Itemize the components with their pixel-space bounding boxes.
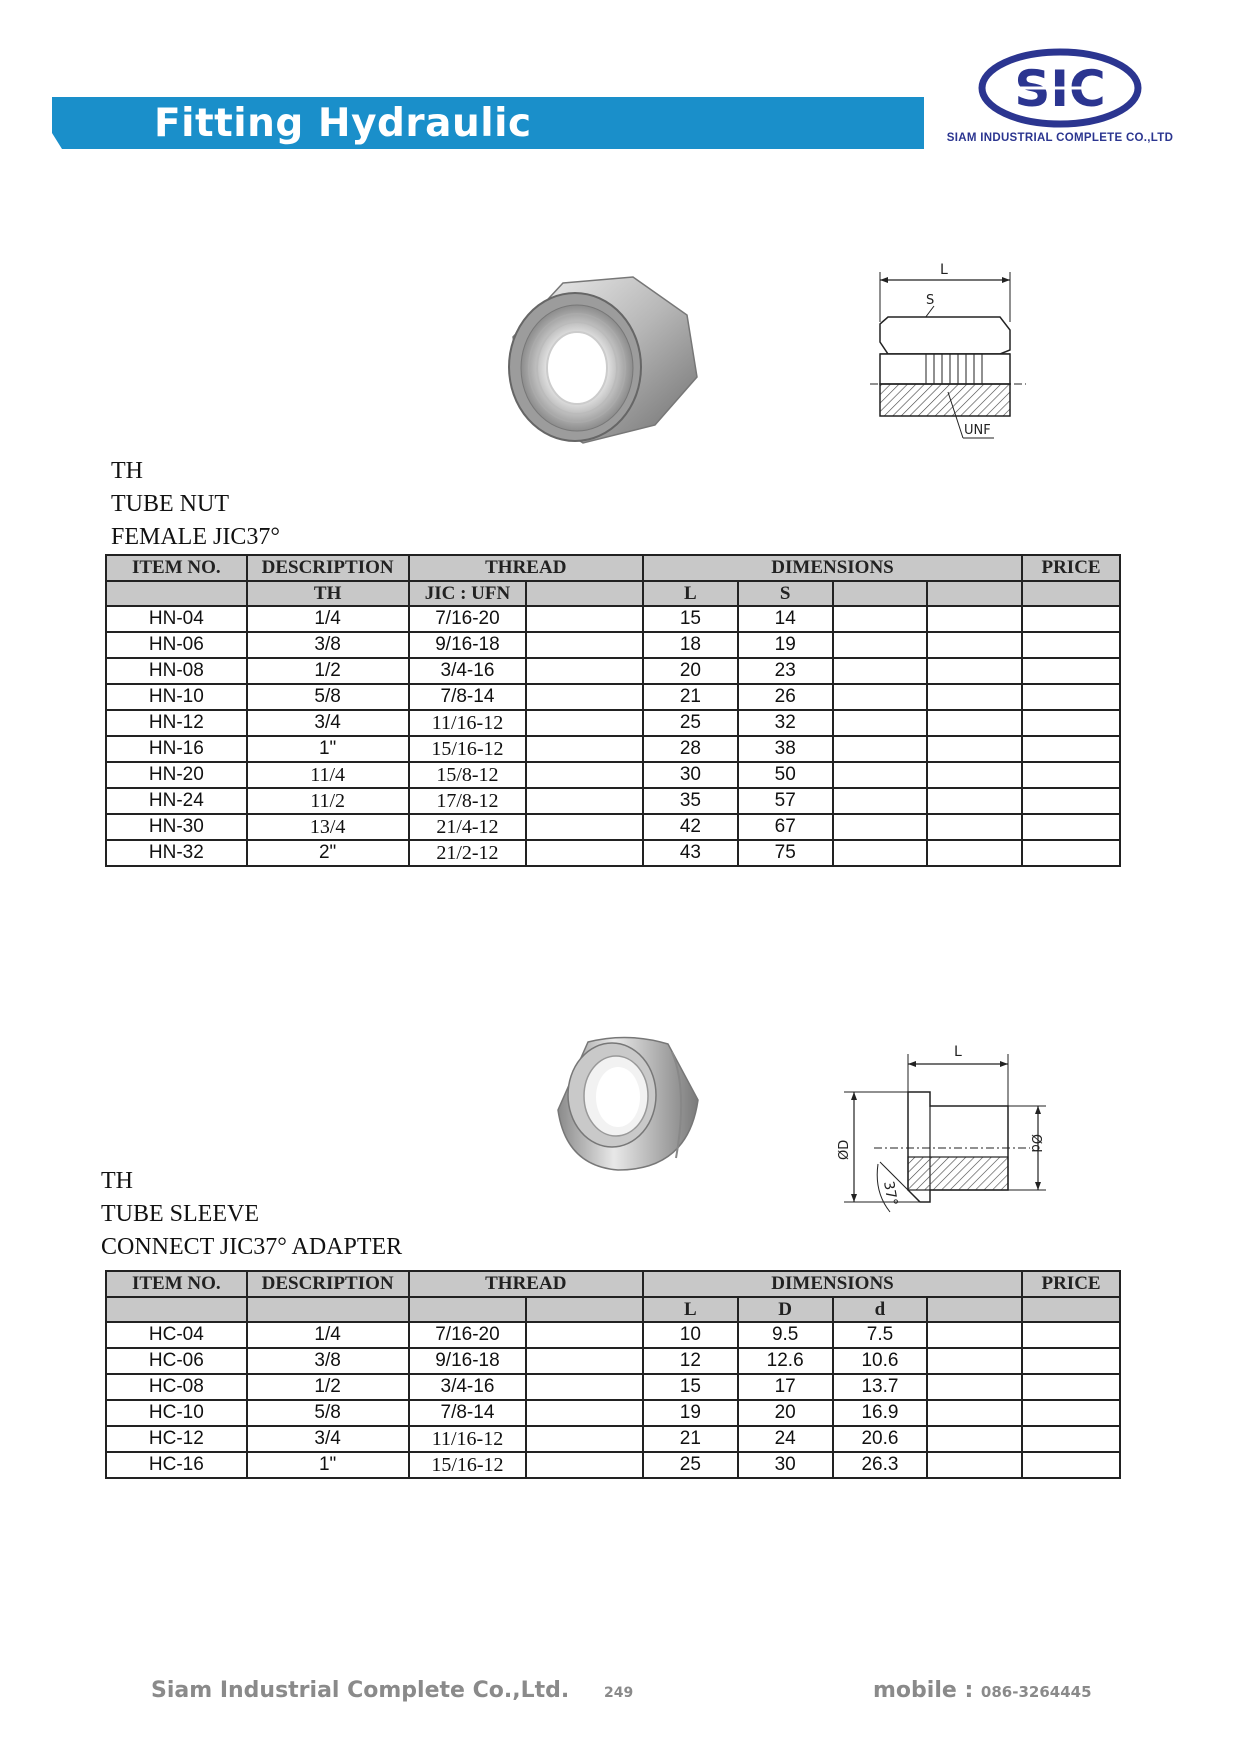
table-cell: 50 xyxy=(738,762,833,788)
table-cell xyxy=(927,1400,1022,1426)
table-cell: 75 xyxy=(738,840,833,866)
table-header-row xyxy=(106,1271,1120,1297)
subheader-cell: JIC : UFN xyxy=(409,581,527,606)
table-cell: 14 xyxy=(738,606,833,632)
col-header-thread: THREAD xyxy=(409,555,643,581)
table-cell xyxy=(526,814,643,840)
table-cell xyxy=(927,1426,1022,1452)
table-row xyxy=(106,762,1120,788)
table-row xyxy=(106,1348,1120,1374)
table-cell: 15/16-12 xyxy=(409,1452,527,1478)
table-cell: 35 xyxy=(643,788,738,814)
tube-sleeve-photo xyxy=(548,1030,708,1185)
table-cell: 1" xyxy=(247,736,409,762)
table-cell: 24 xyxy=(738,1426,833,1452)
col-header-dimensions: DIMENSIONS xyxy=(643,1271,1022,1297)
table-cell: 42 xyxy=(643,814,738,840)
table-cell: HC-06 xyxy=(106,1348,247,1374)
table-cell: 15/16-12 xyxy=(409,736,527,762)
subheader-cell xyxy=(526,581,643,606)
table-cell xyxy=(526,762,643,788)
table-cell xyxy=(526,840,643,866)
subheader-cell xyxy=(106,1297,247,1322)
table-cell xyxy=(927,710,1022,736)
table-cell xyxy=(927,658,1022,684)
table-cell: 11/16-12 xyxy=(409,1426,527,1452)
table-cell: 3/4 xyxy=(247,1426,409,1452)
table-cell xyxy=(1022,1348,1120,1374)
table-cell: 10.6 xyxy=(833,1348,928,1374)
table-cell: HC-04 xyxy=(106,1322,247,1348)
table-row xyxy=(106,632,1120,658)
table-row xyxy=(106,1374,1120,1400)
table-cell: HC-16 xyxy=(106,1452,247,1478)
section1-heading-line-1: TH xyxy=(111,458,143,484)
drawing-label-d: Ød xyxy=(1028,1134,1043,1153)
drawing-label-S: S xyxy=(926,293,935,308)
table-cell xyxy=(526,788,643,814)
table-cell: 1/4 xyxy=(247,606,409,632)
subheader-cell xyxy=(247,1297,409,1322)
table-cell: 28 xyxy=(643,736,738,762)
table-cell: HC-08 xyxy=(106,1374,247,1400)
table-cell: HN-06 xyxy=(106,632,247,658)
tube-nut-drawing xyxy=(868,262,1028,497)
table-cell xyxy=(1022,814,1120,840)
table-subheader-row xyxy=(106,581,1120,606)
subheader-cell: L xyxy=(643,1297,738,1322)
table-cell: HN-16 xyxy=(106,736,247,762)
table-cell xyxy=(927,788,1022,814)
table-cell: 15/8-12 xyxy=(409,762,527,788)
company-tagline: SIAM INDUSTRIAL COMPLETE CO.,LTD xyxy=(946,132,1174,144)
section1-heading-line-3: FEMALE JIC37° xyxy=(111,524,280,550)
table-cell: HC-12 xyxy=(106,1426,247,1452)
subheader-cell xyxy=(1022,581,1120,606)
table-cell: 7/8-14 xyxy=(409,1400,527,1426)
table-cell xyxy=(1022,684,1120,710)
table-cell: 23 xyxy=(738,658,833,684)
table-cell xyxy=(1022,710,1120,736)
subheader-cell xyxy=(1022,1297,1120,1322)
table-cell: 20.6 xyxy=(833,1426,928,1452)
drawing-label-D: ØD xyxy=(837,1139,852,1160)
table-cell: 11/2 xyxy=(247,788,409,814)
sic-logo-mark xyxy=(978,48,1142,128)
table-cell: 1/4 xyxy=(247,1322,409,1348)
table-cell: 7/16-20 xyxy=(409,1322,527,1348)
table-cell: 25 xyxy=(643,1452,738,1478)
col-header-description: DESCRIPTION xyxy=(247,555,409,581)
col-header-price: PRICE xyxy=(1022,555,1120,581)
tube-sleeve-drawing xyxy=(834,1034,1064,1229)
section1-heading-line-2: TUBE NUT xyxy=(111,491,229,517)
table-cell xyxy=(1022,1400,1120,1426)
table-cell xyxy=(833,762,928,788)
table-cell: 13.7 xyxy=(833,1374,928,1400)
table-cell: 67 xyxy=(738,814,833,840)
table-cell xyxy=(927,736,1022,762)
page-title: Fitting Hydraulic xyxy=(154,101,532,146)
table-cell xyxy=(927,762,1022,788)
table-cell: 5/8 xyxy=(247,1400,409,1426)
table-cell: 57 xyxy=(738,788,833,814)
mobile-number: 086-3264445 xyxy=(980,1683,1092,1701)
table-cell: 15 xyxy=(643,1374,738,1400)
subheader-cell xyxy=(106,581,247,606)
table-cell xyxy=(526,1322,643,1348)
table-cell: 9/16-18 xyxy=(409,632,527,658)
table-cell: 5/8 xyxy=(247,684,409,710)
table-cell xyxy=(1022,632,1120,658)
drawing-label-angle: 37° xyxy=(880,1179,901,1208)
header-banner xyxy=(52,97,924,149)
col-header-dimensions: DIMENSIONS xyxy=(643,555,1022,581)
mobile-label: mobile : xyxy=(873,1678,974,1703)
tube-nut-photo xyxy=(505,275,705,460)
table-cell: 1" xyxy=(247,1452,409,1478)
table-cell: 38 xyxy=(738,736,833,762)
table-header-row xyxy=(106,555,1120,581)
table-cell: 2" xyxy=(247,840,409,866)
table-cell xyxy=(927,1348,1022,1374)
table-cell: 7/8-14 xyxy=(409,684,527,710)
table-cell: 30 xyxy=(738,1452,833,1478)
table-cell: 3/4-16 xyxy=(409,658,527,684)
subheader-cell: TH xyxy=(247,581,409,606)
table-cell: HC-10 xyxy=(106,1400,247,1426)
table-cell xyxy=(927,684,1022,710)
table-cell xyxy=(1022,658,1120,684)
table-cell xyxy=(927,840,1022,866)
table-cell xyxy=(526,658,643,684)
table-cell: 7/16-20 xyxy=(409,606,527,632)
section2-heading-line-1: TH xyxy=(101,1168,133,1194)
table-cell xyxy=(927,814,1022,840)
table-cell xyxy=(526,632,643,658)
table-cell xyxy=(1022,736,1120,762)
table-cell: 19 xyxy=(738,632,833,658)
table-cell: 32 xyxy=(738,710,833,736)
table-cell xyxy=(833,736,928,762)
table-cell xyxy=(526,710,643,736)
table-cell: HN-20 xyxy=(106,762,247,788)
table-row xyxy=(106,788,1120,814)
table-subheader-row xyxy=(106,1297,1120,1322)
table-cell: 9/16-18 xyxy=(409,1348,527,1374)
col-header-description: DESCRIPTION xyxy=(247,1271,409,1297)
subheader-cell: L xyxy=(643,581,738,606)
table-cell xyxy=(927,632,1022,658)
table-cell: 18 xyxy=(643,632,738,658)
table-cell xyxy=(526,1452,643,1478)
table-row xyxy=(106,606,1120,632)
section2-heading-line-3: CONNECT JIC37° ADAPTER xyxy=(101,1234,403,1260)
table-row xyxy=(106,658,1120,684)
table-row xyxy=(106,710,1120,736)
table-cell: 16.9 xyxy=(833,1400,928,1426)
section2-heading xyxy=(101,1165,402,1264)
table-cell: 3/8 xyxy=(247,1348,409,1374)
table-cell: 13/4 xyxy=(247,814,409,840)
table-cell: 11/16-12 xyxy=(409,710,527,736)
drawing-label-L: L xyxy=(940,262,948,278)
table-cell: 21/2-12 xyxy=(409,840,527,866)
table-cell: 26.3 xyxy=(833,1452,928,1478)
table-cell xyxy=(1022,840,1120,866)
subheader-cell: D xyxy=(738,1297,833,1322)
subheader-cell xyxy=(409,1297,527,1322)
table-row xyxy=(106,1452,1120,1478)
company-logo xyxy=(940,48,1180,158)
table-row xyxy=(106,1400,1120,1426)
table-cell xyxy=(526,1348,643,1374)
logo-wordmark: SIC xyxy=(1014,60,1106,118)
table-cell xyxy=(1022,606,1120,632)
table-cell: 15 xyxy=(643,606,738,632)
subheader-cell: S xyxy=(738,581,833,606)
table-cell xyxy=(1022,1322,1120,1348)
table-cell xyxy=(1022,788,1120,814)
table-cell: 25 xyxy=(643,710,738,736)
table-cell xyxy=(833,840,928,866)
table-cell: HN-30 xyxy=(106,814,247,840)
tube-sleeve-table xyxy=(105,1270,1121,1479)
table-cell: 17 xyxy=(738,1374,833,1400)
col-header-price: PRICE xyxy=(1022,1271,1120,1297)
col-header-thread: THREAD xyxy=(409,1271,643,1297)
col-header-item-no: ITEM NO. xyxy=(106,555,247,581)
table-cell: HN-24 xyxy=(106,788,247,814)
table-cell xyxy=(833,684,928,710)
subheader-cell: d xyxy=(833,1297,928,1322)
table-cell xyxy=(526,1426,643,1452)
table-cell: HN-32 xyxy=(106,840,247,866)
table-cell xyxy=(526,1374,643,1400)
table-row xyxy=(106,840,1120,866)
table-cell: 30 xyxy=(643,762,738,788)
table-row xyxy=(106,814,1120,840)
table-cell: 21/4-12 xyxy=(409,814,527,840)
table-cell: 11/4 xyxy=(247,762,409,788)
table-cell xyxy=(833,710,928,736)
table-cell: 26 xyxy=(738,684,833,710)
table-cell: HN-12 xyxy=(106,710,247,736)
footer-mobile xyxy=(873,1678,1092,1703)
table-cell xyxy=(833,814,928,840)
subheader-cell xyxy=(927,581,1022,606)
footer-company: Siam Industrial Complete Co.,Ltd. xyxy=(151,1678,570,1703)
subheader-cell xyxy=(526,1297,643,1322)
table-cell: 3/4 xyxy=(247,710,409,736)
table-cell: 1/2 xyxy=(247,1374,409,1400)
table-cell xyxy=(833,658,928,684)
table-cell xyxy=(927,606,1022,632)
table-cell xyxy=(833,632,928,658)
drawing-label-UNF: UNF xyxy=(964,423,991,438)
table-cell xyxy=(927,1452,1022,1478)
section2-heading-line-2: TUBE SLEEVE xyxy=(101,1201,259,1227)
table-cell: HN-10 xyxy=(106,684,247,710)
table-cell: 21 xyxy=(643,1426,738,1452)
table-cell: 10 xyxy=(643,1322,738,1348)
table-cell: HN-08 xyxy=(106,658,247,684)
table-cell xyxy=(927,1322,1022,1348)
table-cell xyxy=(833,606,928,632)
table-row xyxy=(106,1426,1120,1452)
table-cell xyxy=(526,684,643,710)
table-cell: HN-04 xyxy=(106,606,247,632)
table-row xyxy=(106,684,1120,710)
table-cell: 20 xyxy=(643,658,738,684)
table-cell: 12.6 xyxy=(738,1348,833,1374)
table-cell: 3/4-16 xyxy=(409,1374,527,1400)
table-cell: 19 xyxy=(643,1400,738,1426)
table-cell: 17/8-12 xyxy=(409,788,527,814)
table-cell: 9.5 xyxy=(738,1322,833,1348)
table-cell xyxy=(1022,1452,1120,1478)
table-row xyxy=(106,1322,1120,1348)
table-row xyxy=(106,736,1120,762)
table-cell xyxy=(833,788,928,814)
table-cell: 1/2 xyxy=(247,658,409,684)
table-cell xyxy=(526,1400,643,1426)
subheader-cell xyxy=(833,581,928,606)
table-cell xyxy=(526,606,643,632)
table-cell: 3/8 xyxy=(247,632,409,658)
table-cell xyxy=(526,736,643,762)
col-header-item-no: ITEM NO. xyxy=(106,1271,247,1297)
table-cell xyxy=(1022,1374,1120,1400)
table-cell: 12 xyxy=(643,1348,738,1374)
tube-nut-table xyxy=(105,554,1121,867)
subheader-cell xyxy=(927,1297,1022,1322)
table-cell xyxy=(1022,762,1120,788)
table-cell: 7.5 xyxy=(833,1322,928,1348)
table-cell: 21 xyxy=(643,684,738,710)
table-cell: 43 xyxy=(643,840,738,866)
drawing-label-L2: L xyxy=(954,1044,962,1060)
table-cell xyxy=(1022,1426,1120,1452)
table-cell: 20 xyxy=(738,1400,833,1426)
table-cell xyxy=(927,1374,1022,1400)
page-number: 249 xyxy=(604,1685,634,1701)
section1-heading xyxy=(111,455,280,554)
